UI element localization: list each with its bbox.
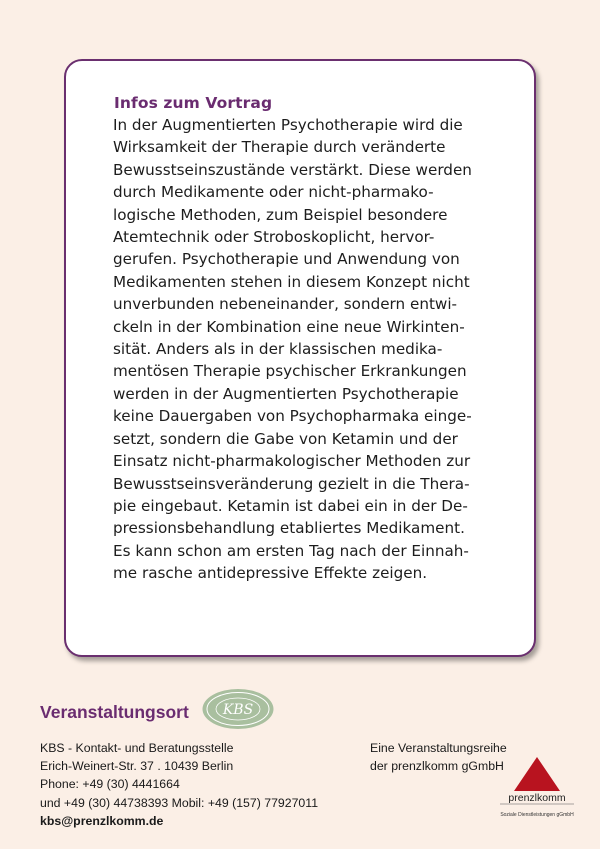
info-line: Atemtechnik oder Stroboskoplicht, hervor- bbox=[113, 228, 435, 247]
series-note bbox=[370, 739, 507, 775]
info-line: Einsatz nicht-pharmakologischer Methoden zur bbox=[113, 452, 471, 471]
logo-name: prenzlkomm bbox=[508, 792, 566, 804]
kbs-seal-logo bbox=[201, 688, 275, 730]
seal-text: KBS bbox=[222, 702, 254, 718]
info-heading: Infos zum Vortrag bbox=[114, 94, 273, 112]
info-line: me rasche antidepressive Effekte zeigen. bbox=[113, 564, 428, 583]
info-line: Bewusstseinsveränderung gezielt in die Thera- bbox=[113, 474, 470, 493]
phone-mobile-line: und +49 (30) 44738393 Mobil: +49 (157) 77927011 bbox=[40, 795, 319, 810]
info-line: durch Medikamente oder nicht-pharmako- bbox=[113, 183, 434, 202]
info-body bbox=[113, 114, 533, 585]
info-line: pressionsbehandlung etabliertes Medikament. bbox=[113, 519, 465, 538]
info-line: keine Dauergaben von Psychopharmaka einge- bbox=[113, 407, 472, 426]
info-line: gerufen. Psychotherapie und Anwendung von bbox=[113, 250, 460, 269]
address-line: Erich-Weinert-Str. 37 . 10439 Berlin bbox=[40, 759, 234, 774]
info-line: werden in der Augmentierten Psychotherapie bbox=[113, 384, 459, 403]
logo-triangle-icon bbox=[514, 757, 560, 791]
info-line: Bewusstseinszustände verstärkt. Diese werden bbox=[113, 160, 472, 179]
address-line: KBS - Kontakt- und Beratungsstelle bbox=[40, 741, 234, 755]
phone-line: Phone: +49 (30) 4441664 bbox=[40, 777, 180, 792]
info-line: Medikamenten stehen in diesem Konzept nicht bbox=[113, 272, 470, 291]
prenzlkomm-logo bbox=[500, 755, 574, 829]
series-line: Eine Veranstaltungsreihe bbox=[370, 741, 507, 755]
info-line: mentösen Therapie psychischer Erkrankungen bbox=[113, 362, 467, 381]
info-line: ckeln in der Kombination eine neue Wirkinten- bbox=[113, 317, 465, 336]
venue-address bbox=[40, 739, 318, 830]
info-card bbox=[64, 59, 536, 657]
email-link[interactable]: kbs@prenzlkomm.de bbox=[40, 813, 164, 828]
info-line: unverbunden nebeneinander, sondern entwi- bbox=[113, 295, 458, 314]
info-line: pie eingebaut. Ketamin ist dabei ein in der De- bbox=[113, 496, 468, 515]
info-line: setzt, sondern die Gabe von Ketamin und der bbox=[113, 429, 458, 448]
info-line: logische Methoden, zum Beispiel besondere bbox=[113, 205, 448, 224]
logo-tagline: Soziale Dienstleistungen gGmbH bbox=[500, 812, 574, 818]
info-line: Es kann schon am ersten Tag nach der Einnah- bbox=[113, 541, 469, 560]
venue-title: Veranstaltungsort bbox=[40, 702, 189, 722]
info-line: Wirksamkeit der Therapie durch veränderte bbox=[113, 138, 446, 157]
info-line: In der Augmentierten Psychotherapie wird die bbox=[113, 116, 463, 134]
series-line: der prenzlkomm gGmbH bbox=[370, 759, 504, 774]
info-line: sität. Anders als in der klassischen medika- bbox=[113, 340, 443, 359]
